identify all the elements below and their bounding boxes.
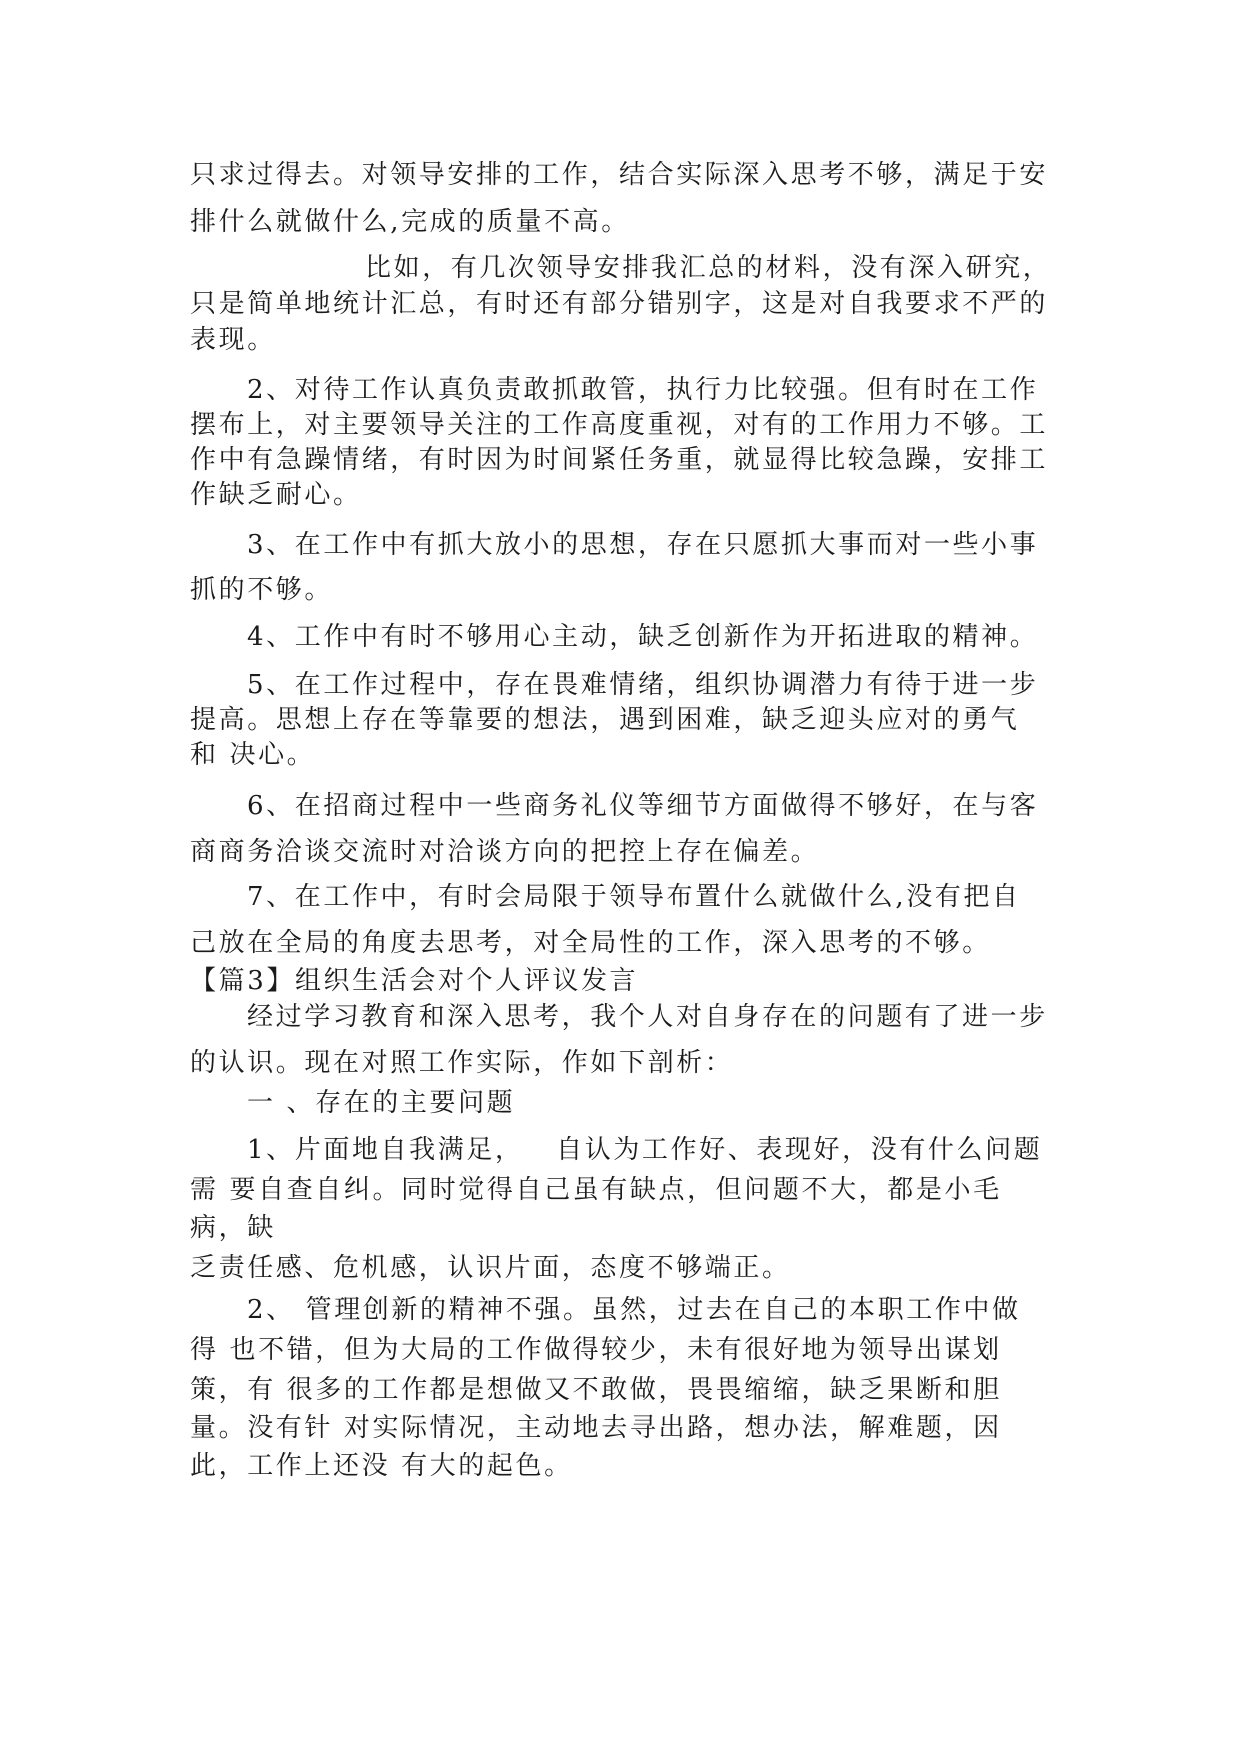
paragraph-line: 摆布上，对主要领导关注的工作高度重视，对有的工作用力不够。工 bbox=[190, 410, 1049, 440]
paragraph-line: 策，有 很多的工作都是想做又不敢做，畏畏缩缩，缺乏果断和胆 bbox=[190, 1375, 1002, 1405]
paragraph-line: 和 决心。 bbox=[190, 740, 316, 770]
paragraph-line: 作缺乏耐心。 bbox=[190, 480, 362, 510]
paragraph-line: 需 要自查自纠。同时觉得自己虽有缺点，但问题不大，都是小毛 bbox=[190, 1175, 1002, 1205]
paragraph-line: 己放在全局的角度去思考，对全局性的工作，深入思考的不够。 bbox=[190, 928, 991, 958]
paragraph-line: 作中有急躁情绪，有时因为时间紧任务重，就显得比较急躁，安排工 bbox=[190, 445, 1049, 475]
paragraph-line: 得 也不错，但为大局的工作做得较少，未有很好地为领导出谋划 bbox=[190, 1335, 1002, 1365]
paragraph-line: 经过学习教育和深入思考，我个人对自身存在的问题有了进一步 bbox=[247, 1002, 1048, 1032]
paragraph-line: 乏责任感、危机感，认识片面，态度不够端正。 bbox=[190, 1253, 791, 1283]
paragraph-line: 量。没有针 对实际情况，主动地去寻出路，想办法，解难题，因 bbox=[190, 1413, 1002, 1443]
paragraph-line: 的认识。现在对照工作实际，作如下剖析： bbox=[190, 1048, 734, 1078]
paragraph-line: 只求过得去。对领导安排的工作，结合实际深入思考不够，满足于安 bbox=[190, 160, 1049, 190]
paragraph-line: 提高。思想上存在等靠要的想法，遇到困难，缺乏迎头应对的勇气 bbox=[190, 705, 1020, 735]
list-item-line: 7、在工作中，有时会局限于领导布置什么就做什么,没有把自 bbox=[247, 882, 1021, 912]
list-item-line: 6、在招商过程中一些商务礼仪等细节方面做得不够好，在与客 bbox=[247, 791, 1039, 821]
paragraph-line: 抓的不够。 bbox=[190, 575, 334, 605]
section-heading: 【篇3】组织生活会对个人评议发言 bbox=[190, 966, 639, 996]
paragraph-line: 排什么就做什么,完成的质量不高。 bbox=[190, 207, 630, 237]
list-item-line: 4、工作中有时不够用心主动，缺乏创新作为开拓进取的精神。 bbox=[247, 622, 1039, 652]
list-item-line: 1、片面地自我满足， 自认为工作好、表现好，没有什么问题 bbox=[247, 1135, 1043, 1165]
list-item-line: 2、对待工作认真负责敢抓敢管，执行力比较强。但有时在工作 bbox=[247, 375, 1039, 405]
paragraph-line: 此，工作上还没 有大的起色。 bbox=[190, 1451, 573, 1481]
subsection-heading: 一 、存在的主要问题 bbox=[247, 1088, 516, 1118]
paragraph-line: 表现。 bbox=[190, 325, 276, 355]
list-item-line: 5、在工作过程中，存在畏难情绪，组织协调潜力有待于进一步 bbox=[247, 670, 1039, 700]
paragraph-line: 比如，有几次领导安排我汇总的材料，没有深入研究， bbox=[365, 253, 1052, 283]
paragraph-line: 只是简单地统计汇总，有时还有部分错别字，这是对自我要求不严的 bbox=[190, 289, 1049, 319]
paragraph-line: 病，缺 bbox=[190, 1213, 276, 1243]
list-item-line: 3、在工作中有抓大放小的思想，存在只愿抓大事而对一些小事 bbox=[247, 530, 1039, 560]
list-item-line: 2、 管理创新的精神不强。虽然，过去在自己的本职工作中做 bbox=[247, 1295, 1021, 1325]
paragraph-line: 商商务洽谈交流时对洽谈方向的把控上存在偏差。 bbox=[190, 837, 820, 867]
